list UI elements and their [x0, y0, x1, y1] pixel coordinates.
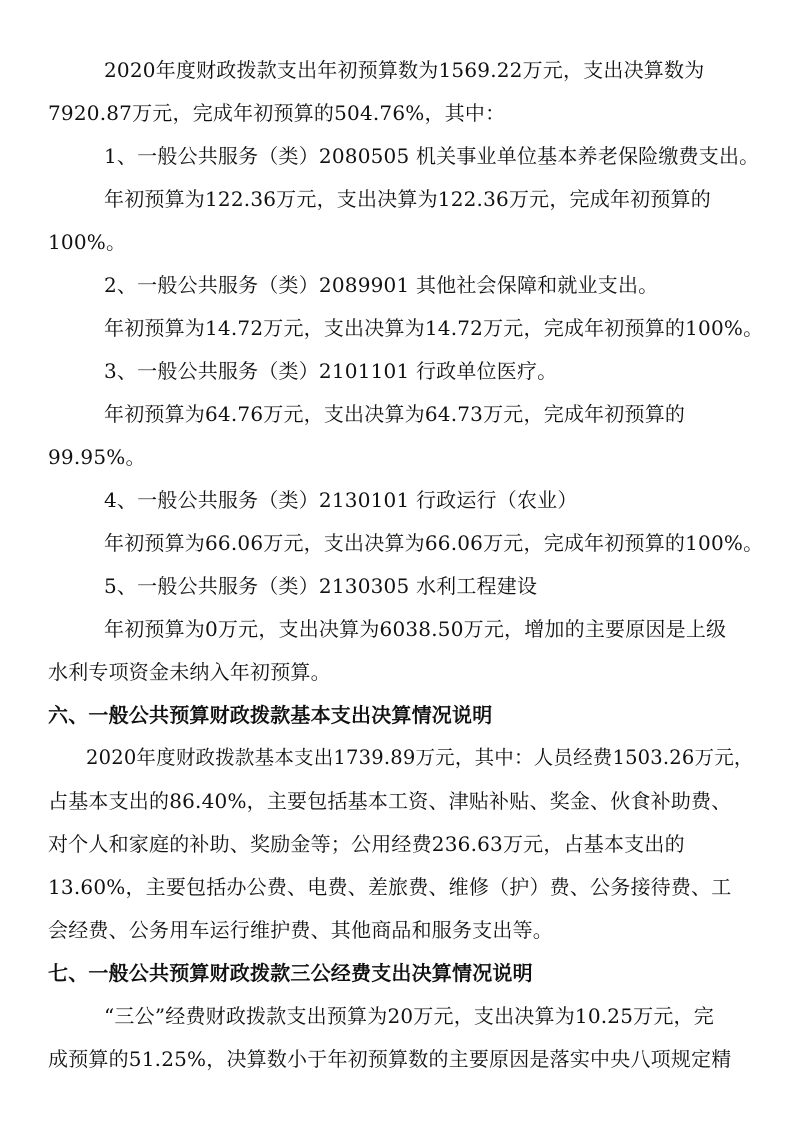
paragraph-line: 100%。: [48, 230, 127, 254]
paragraph-line: 13.60%，主要包括办公费、电费、差旅费、维修（护）费、公务接待费、工: [48, 875, 732, 899]
paragraph-line: 年初预算为14.72万元，支出决算为14.72万元，完成年初预算的100%。: [104, 316, 764, 340]
section-heading: 六、一般公共预算财政拨款基本支出决算情况说明: [48, 703, 493, 727]
paragraph-line: “三公”经费财政拨款支出预算为20万元，支出决算为10.25万元，完: [104, 1004, 714, 1028]
list-item-title: 2、一般公共服务（类）2089901 其他社会保障和就业支出。: [104, 273, 659, 297]
paragraph-line: 7920.87万元，完成年初预算的504.76%，其中：: [48, 101, 506, 125]
paragraph-line: 年初预算为64.76万元，支出决算为64.73万元，完成年初预算的: [104, 402, 686, 426]
paragraph-line: 对个人和家庭的补助、奖励金等；公用经费236.63万元，占基本支出的: [48, 832, 685, 856]
paragraph-line: 2020年度财政拨款支出年初预算数为1569.22万元，支出决算数为: [104, 58, 705, 82]
paragraph-line: 会经费、公务用车运行维护费、其他商品和服务支出等。: [48, 918, 553, 942]
list-item-title: 1、一般公共服务（类）2080505 机关事业单位基本养老保险缴费支出。: [104, 144, 760, 168]
paragraph-line: 水利专项资金未纳入年初预算。: [48, 660, 331, 684]
section-heading: 七、一般公共预算财政拨款三公经费支出决算情况说明: [48, 961, 533, 985]
paragraph-line: 2020年度财政拨款基本支出1739.89万元，其中：人员经费1503.26万元，: [86, 746, 754, 769]
list-item-title: 5、一般公共服务（类）2130305 水利工程建设: [104, 574, 538, 598]
paragraph-line: 占基本支出的86.40%，主要包括基本工资、津贴补贴、奖金、伙食补助费、: [48, 789, 732, 813]
paragraph-line: 年初预算为66.06万元，支出决算为66.06万元，完成年初预算的100%。: [104, 531, 764, 555]
paragraph-line: 年初预算为122.36万元，支出决算为122.36万元，完成年初预算的: [104, 187, 711, 211]
paragraph-line: 年初预算为0万元，支出决算为6038.50万元，增加的主要原因是上级: [104, 617, 727, 641]
list-item-title: 3、一般公共服务（类）2101101 行政单位医疗。: [104, 359, 558, 383]
list-item-title: 4、一般公共服务（类）2130101 行政运行（农业）: [104, 488, 578, 512]
paragraph-line: 99.95%。: [48, 445, 146, 469]
paragraph-line: 成预算的51.25%，决算数小于年初预算数的主要原因是落实中央八项规定精: [48, 1047, 732, 1071]
